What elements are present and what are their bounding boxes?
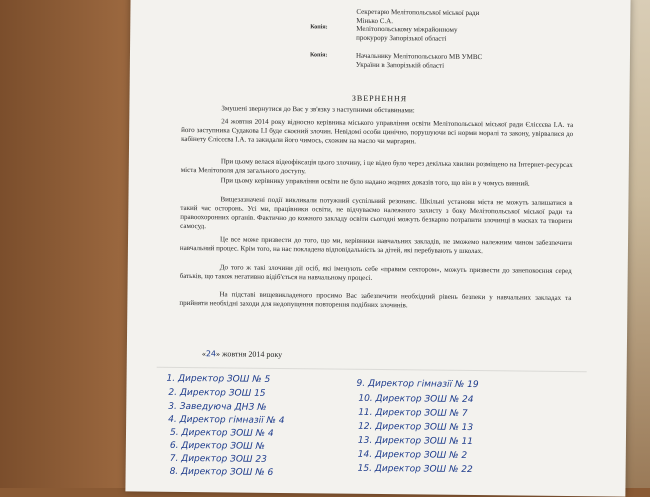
body-paragraph-3: При цьому керівнику управління освіти не було надано жодних доказів того, що він в у чомусь винний. [220, 176, 530, 188]
body-paragraph-6: До того ж такі злочини дії осіб, які іменують себе «правим сектором», можуть призвести до занепокоєння серед батьків, що також негативно відіб'ється на навчальному процесі. [179, 263, 572, 282]
signature-right-9: 9. Директор гімназії № 19 [356, 378, 479, 391]
copy1-label: Копія: [310, 24, 328, 31]
body-paragraph-1: 24 жовтня 2014 року відносно керівника міського управління освіти Мелітопольської міської ради Єлісєєва І.А. та його заступника Судакова І.І буде скоєний злочин. Невідомі особи цинічно, порушуючи всі норми моралі та закону, увірвалися до кабінету Єлісєєва І.А. та закидали його чимось, схожим на масло чи маргарин. [181, 117, 574, 146]
signature-left-2: 2. Директор ЗОШ 15 [168, 387, 266, 399]
copy2-label: Копія: [309, 52, 328, 59]
address-prosecutor: Мелітопольському міжрайонному прокурору Запорізької області [356, 24, 458, 43]
signature-right-12: 12. Директор ЗОШ № 13 [358, 421, 474, 434]
date-day: 24 [205, 349, 217, 359]
signature-right-15: 15. Директор ЗОШ № 22 [357, 463, 473, 476]
signature-right-14: 14. Директор ЗОШ № 2 [357, 449, 468, 461]
date-prefix: « [201, 349, 206, 359]
signature-left-1: 1. Директор ЗОШ № 5 [166, 373, 271, 385]
address-secretary: Секретарю Мелітопольської міської ради Мінько С.А. [356, 7, 480, 26]
address-police: Начальнику Мелітопольського МВ УМВС України в Запорізькій області [355, 51, 483, 70]
date-suffix: » жовтня 2014 року [215, 349, 283, 360]
signature-left-7: 7. Директор ЗОШ 23 [169, 453, 267, 465]
body-paragraph-5: Це все може призвести до того, що ми, керівники навчальних закладів, не зможемо належним чином забезпечити навчальний процес. Крім того, на нас покладена відповідальність за дітей, які перебувають у школах. [179, 235, 573, 256]
signature-left-6: 6. Директор ЗОШ № [169, 440, 265, 452]
signature-right-11: 11. Директор ЗОШ № 7 [358, 407, 468, 419]
signature-right-13: 13. Директор ЗОШ № 11 [357, 435, 474, 448]
signature-left-4: 4. Директор гімназії № 4 [168, 414, 285, 427]
signature-left-3: 3. Заведуюча ДНЗ № [168, 401, 267, 413]
document-title: ЗВЕРНЕННЯ [351, 93, 408, 104]
letter-page [125, 0, 630, 497]
signature-divider [157, 367, 587, 373]
signature-left-5: 5. Директор ЗОШ № 4 [169, 427, 274, 439]
document-date [202, 349, 282, 359]
body-intro: Змушені звернутися до Вас у зв'язку з наступними обставинами: [221, 104, 415, 115]
signature-right-10: 10. Директор ЗОШ № 24 [358, 393, 474, 406]
signature-left-8: 8. Директор ЗОШ № 6 [169, 466, 274, 478]
body-paragraph-2: При цьому велася відеофіксація цього злочину, і це відео було через декілька хвилин розміщено на Інтернет-ресурсах міста Мелітополя для загального доступу. [180, 157, 573, 176]
body-paragraph-7: На підставі вищевикладеного просимо Вас забезпечити необхідний рівень безпеки у навчальних закладах та прийняти необхідні заходи для недопущення повторення подібних злочинів. [179, 290, 572, 310]
body-paragraph-4: Вищезазначені події викликали потужний суспільний резонанс. Шкільні установи міста не можуть залишатися в такий час осторонь. Усі ми, працівники освіти, не відчуваємо належного захисту з боку Мелітопольської міської ради та правоохоронних органів. Фактично до кожного закладу освіти сьогодні можуть безкарно потрапити злочинці в масках та творити самосуд. [180, 195, 573, 231]
